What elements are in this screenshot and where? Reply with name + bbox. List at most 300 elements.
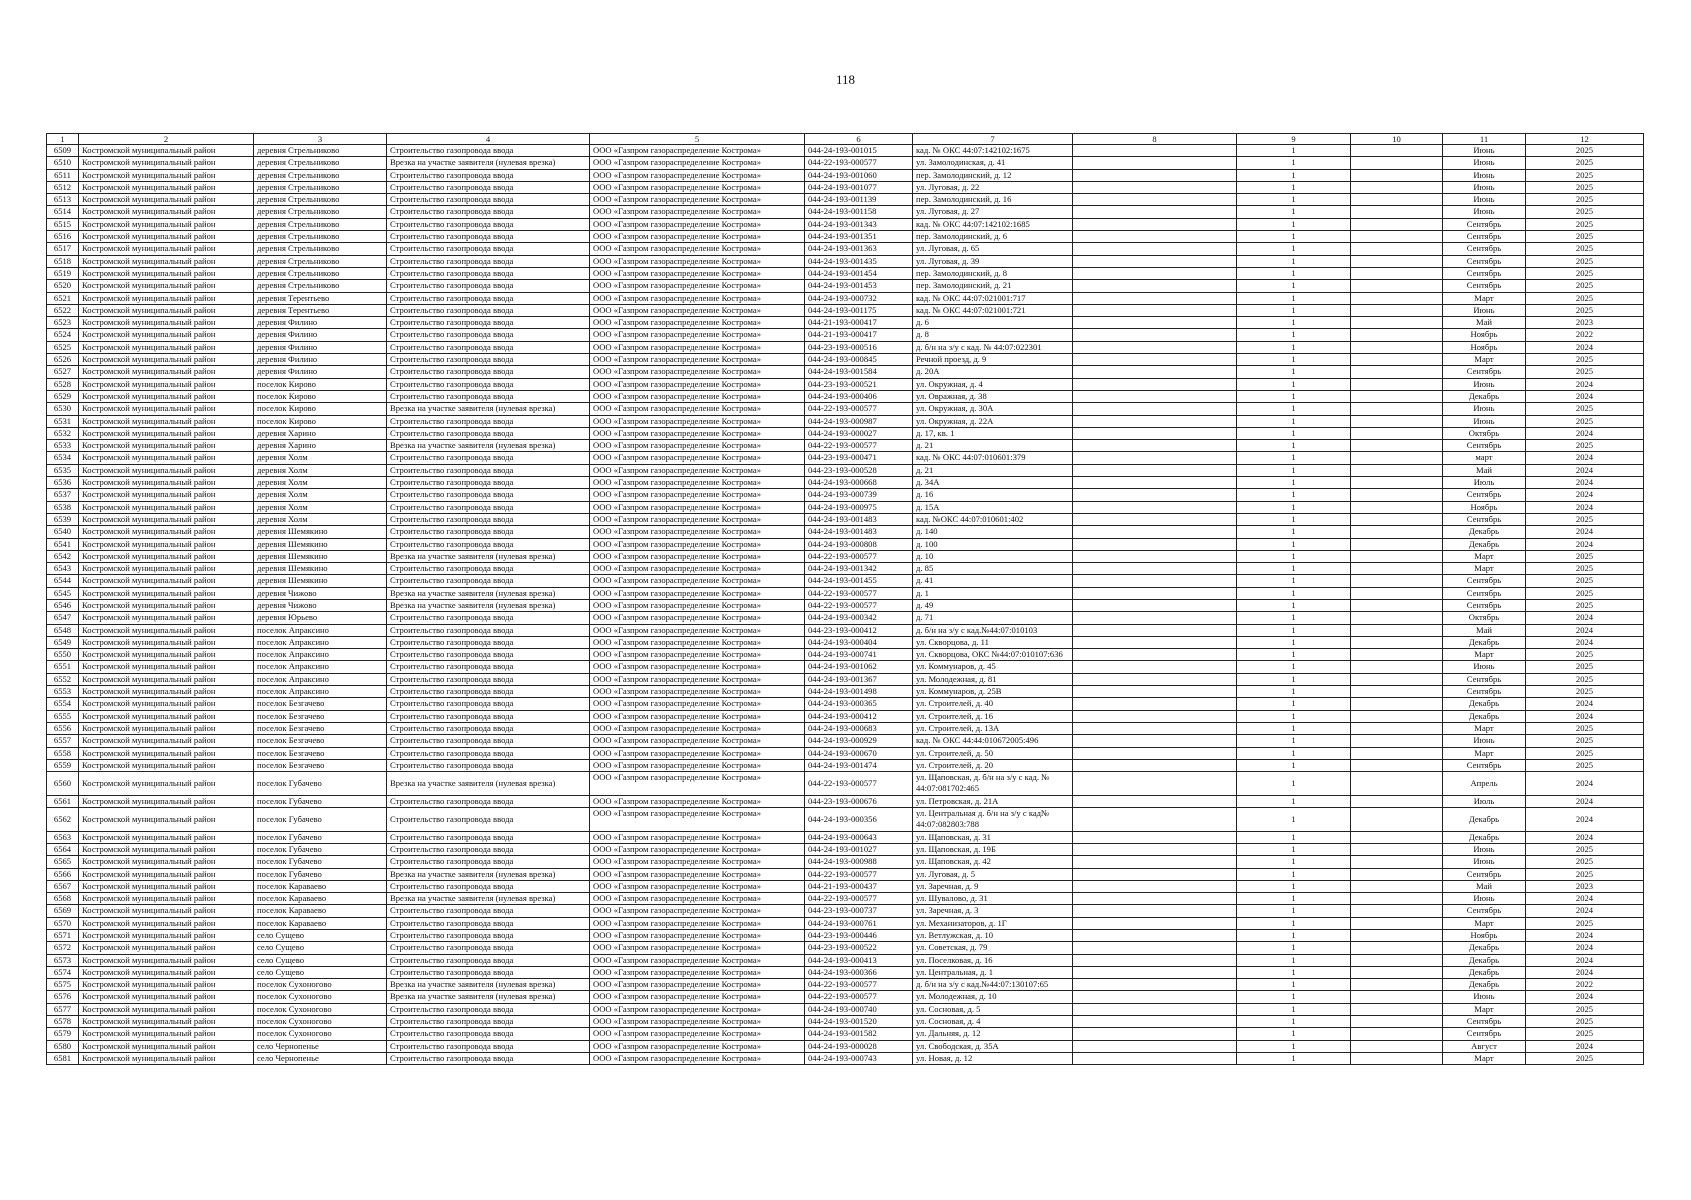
table-header: [47, 134, 1644, 145]
column-header-11: 11: [1443, 134, 1526, 145]
cell-row-number: 6537: [47, 489, 79, 501]
cell-work-type: Строительство газопровода ввода: [387, 378, 590, 390]
cell-col-8: [1073, 452, 1237, 464]
table-row: [47, 194, 1644, 206]
table-row: [47, 501, 1644, 513]
cell-contract-number: 044-24-193-001453: [805, 280, 913, 292]
table-row: [47, 808, 1644, 832]
cell-organization: ООО «Газпром газораспределение Кострома»: [590, 550, 805, 562]
table-row: [47, 686, 1644, 698]
cell-col-8: [1073, 550, 1237, 562]
cell-organization: ООО «Газпром газораспределение Кострома»: [590, 905, 805, 917]
table-row: [47, 477, 1644, 489]
cell-quantity: 1: [1237, 1040, 1351, 1052]
cell-year: 2025: [1526, 856, 1644, 868]
cell-year: 2025: [1526, 661, 1644, 673]
cell-year: 2025: [1526, 563, 1644, 575]
cell-col-8: [1073, 599, 1237, 611]
table-row: [47, 831, 1644, 843]
cell-col-10: [1351, 1016, 1443, 1028]
cell-organization: ООО «Газпром газораспределение Кострома»: [590, 218, 805, 230]
cell-col-8: [1073, 686, 1237, 698]
cell-row-number: 6531: [47, 415, 79, 427]
cell-row-number: 6540: [47, 526, 79, 538]
cell-address: д. б/н на з/у с кад. № 44:07:022301: [913, 341, 1073, 353]
cell-district: Костромской муниципальный район: [79, 747, 254, 759]
cell-work-type: Строительство газопровода ввода: [387, 169, 590, 181]
cell-month: Июнь: [1443, 157, 1526, 169]
cell-settlement: деревня Стрельниково: [254, 169, 387, 181]
cell-col-10: [1351, 673, 1443, 685]
cell-work-type: Врезка на участке заявителя (нулевая врезка): [387, 868, 590, 880]
cell-address: д. 16: [913, 489, 1073, 501]
cell-month: Март: [1443, 747, 1526, 759]
cell-district: Костромской муниципальный район: [79, 403, 254, 415]
cell-organization: ООО «Газпром газораспределение Кострома»: [590, 636, 805, 648]
cell-row-number: 6524: [47, 329, 79, 341]
cell-col-10: [1351, 624, 1443, 636]
cell-quantity: 1: [1237, 905, 1351, 917]
cell-row-number: 6578: [47, 1016, 79, 1028]
cell-col-10: [1351, 880, 1443, 892]
cell-contract-number: 044-24-193-000761: [805, 917, 913, 929]
table-body: [47, 145, 1644, 1065]
cell-month: Декабрь: [1443, 538, 1526, 550]
cell-contract-number: 044-24-193-000975: [805, 501, 913, 513]
cell-organization: ООО «Газпром газораспределение Кострома»: [590, 513, 805, 525]
cell-row-number: 6519: [47, 267, 79, 279]
cell-quantity: 1: [1237, 966, 1351, 978]
cell-month: Декабрь: [1443, 698, 1526, 710]
cell-year: 2025: [1526, 1016, 1644, 1028]
cell-month: Сентябрь: [1443, 231, 1526, 243]
cell-quantity: 1: [1237, 686, 1351, 698]
cell-col-8: [1073, 917, 1237, 929]
cell-year: 2025: [1526, 206, 1644, 218]
cell-work-type: Строительство газопровода ввода: [387, 231, 590, 243]
cell-col-8: [1073, 795, 1237, 807]
cell-row-number: 6522: [47, 304, 79, 316]
cell-work-type: Врезка на участке заявителя (нулевая врезка): [387, 599, 590, 611]
cell-contract-number: 044-23-193-000471: [805, 452, 913, 464]
cell-row-number: 6549: [47, 636, 79, 648]
cell-month: Июнь: [1443, 194, 1526, 206]
cell-contract-number: 044-24-193-000668: [805, 477, 913, 489]
cell-work-type: Врезка на участке заявителя (нулевая врезка): [387, 893, 590, 905]
cell-organization: ООО «Газпром газораспределение Кострома»: [590, 452, 805, 464]
cell-month: Сентябрь: [1443, 587, 1526, 599]
cell-district: Костромской муниципальный район: [79, 304, 254, 316]
cell-address: пер. Замолодинский, д. 21: [913, 280, 1073, 292]
cell-work-type: Строительство газопровода ввода: [387, 808, 590, 832]
cell-month: Июнь: [1443, 415, 1526, 427]
cell-quantity: 1: [1237, 612, 1351, 624]
cell-organization: ООО «Газпром газораспределение Кострома»: [590, 772, 805, 796]
cell-contract-number: 044-22-193-000577: [805, 157, 913, 169]
cell-row-number: 6564: [47, 843, 79, 855]
cell-year: 2024: [1526, 538, 1644, 550]
cell-year: 2024: [1526, 477, 1644, 489]
cell-month: Декабрь: [1443, 954, 1526, 966]
cell-district: Костромской муниципальный район: [79, 181, 254, 193]
cell-address: ул. Строителей, д. 50: [913, 747, 1073, 759]
cell-contract-number: 044-21-193-000437: [805, 880, 913, 892]
cell-row-number: 6571: [47, 930, 79, 942]
cell-col-8: [1073, 880, 1237, 892]
cell-address: ул. Окружная, д. 30А: [913, 403, 1073, 415]
cell-year: 2022: [1526, 979, 1644, 991]
cell-row-number: 6510: [47, 157, 79, 169]
cell-col-10: [1351, 513, 1443, 525]
cell-month: Сентябрь: [1443, 218, 1526, 230]
cell-year: 2025: [1526, 673, 1644, 685]
cell-district: Костромской муниципальный район: [79, 930, 254, 942]
table-row: [47, 415, 1644, 427]
cell-work-type: Строительство газопровода ввода: [387, 917, 590, 929]
cell-month: Сентябрь: [1443, 267, 1526, 279]
cell-organization: ООО «Газпром газораспределение Кострома»: [590, 501, 805, 513]
table-row: [47, 636, 1644, 648]
cell-year: 2024: [1526, 427, 1644, 439]
cell-row-number: 6526: [47, 354, 79, 366]
cell-col-10: [1351, 612, 1443, 624]
cell-col-10: [1351, 317, 1443, 329]
table-row: [47, 440, 1644, 452]
cell-col-10: [1351, 868, 1443, 880]
cell-organization: ООО «Газпром газораспределение Кострома»: [590, 267, 805, 279]
cell-month: Ноябрь: [1443, 341, 1526, 353]
cell-contract-number: 044-24-193-001139: [805, 194, 913, 206]
cell-col-10: [1351, 661, 1443, 673]
cell-district: Костромской муниципальный район: [79, 966, 254, 978]
cell-month: Декабрь: [1443, 390, 1526, 402]
cell-address: д. 8: [913, 329, 1073, 341]
cell-address: д. 20А: [913, 366, 1073, 378]
cell-settlement: поселок Безгачево: [254, 698, 387, 710]
cell-organization: ООО «Газпром газораспределение Кострома»: [590, 843, 805, 855]
cell-col-10: [1351, 563, 1443, 575]
table-row: [47, 673, 1644, 685]
cell-settlement: деревня Холм: [254, 501, 387, 513]
cell-year: 2025: [1526, 440, 1644, 452]
cell-year: 2024: [1526, 464, 1644, 476]
cell-work-type: Строительство газопровода ввода: [387, 880, 590, 892]
cell-district: Костромской муниципальный район: [79, 206, 254, 218]
cell-col-8: [1073, 403, 1237, 415]
cell-address: ул. Окружная, д. 22А: [913, 415, 1073, 427]
cell-year: 2025: [1526, 194, 1644, 206]
cell-district: Костромской муниципальный район: [79, 329, 254, 341]
cell-organization: ООО «Газпром газораспределение Кострома»: [590, 317, 805, 329]
cell-col-10: [1351, 795, 1443, 807]
cell-year: 2025: [1526, 599, 1644, 611]
cell-col-10: [1351, 194, 1443, 206]
cell-district: Костромской муниципальный район: [79, 759, 254, 771]
cell-col-8: [1073, 1052, 1237, 1064]
cell-work-type: Строительство газопровода ввода: [387, 966, 590, 978]
cell-work-type: Строительство газопровода ввода: [387, 831, 590, 843]
table-row: [47, 954, 1644, 966]
table-row: [47, 489, 1644, 501]
cell-year: 2025: [1526, 403, 1644, 415]
cell-quantity: 1: [1237, 243, 1351, 255]
cell-settlement: поселок Апраксино: [254, 636, 387, 648]
cell-district: Костромской муниципальный район: [79, 501, 254, 513]
cell-year: 2025: [1526, 255, 1644, 267]
cell-contract-number: 044-24-193-001454: [805, 267, 913, 279]
cell-col-8: [1073, 868, 1237, 880]
cell-contract-number: 044-24-193-001351: [805, 231, 913, 243]
cell-settlement: деревня Филино: [254, 329, 387, 341]
cell-contract-number: 044-21-193-000417: [805, 317, 913, 329]
cell-year: 2025: [1526, 304, 1644, 316]
column-header-5: 5: [590, 134, 805, 145]
cell-work-type: Строительство газопровода ввода: [387, 366, 590, 378]
cell-address: кад. № ОКС 44:07:142102:1675: [913, 145, 1073, 157]
table-row: [47, 843, 1644, 855]
cell-work-type: Врезка на участке заявителя (нулевая врезка): [387, 550, 590, 562]
cell-organization: ООО «Газпром газораспределение Кострома»: [590, 194, 805, 206]
cell-settlement: поселок Кирово: [254, 378, 387, 390]
cell-district: Костромской муниципальный район: [79, 587, 254, 599]
cell-address: ул. Строителей, д. 13А: [913, 722, 1073, 734]
cell-month: Август: [1443, 1040, 1526, 1052]
cell-organization: ООО «Газпром газораспределение Кострома»: [590, 991, 805, 1003]
cell-organization: ООО «Газпром газораспределение Кострома»: [590, 1028, 805, 1040]
cell-month: Июнь: [1443, 661, 1526, 673]
cell-quantity: 1: [1237, 979, 1351, 991]
cell-row-number: 6518: [47, 255, 79, 267]
cell-col-8: [1073, 341, 1237, 353]
cell-col-10: [1351, 917, 1443, 929]
cell-settlement: деревня Чижово: [254, 599, 387, 611]
cell-quantity: 1: [1237, 673, 1351, 685]
cell-row-number: 6509: [47, 145, 79, 157]
cell-year: 2025: [1526, 267, 1644, 279]
cell-district: Костромской муниципальный район: [79, 722, 254, 734]
table-row: [47, 304, 1644, 316]
cell-organization: ООО «Газпром газораспределение Кострома»: [590, 206, 805, 218]
cell-col-8: [1073, 501, 1237, 513]
cell-settlement: деревня Стрельниково: [254, 157, 387, 169]
cell-organization: ООО «Газпром газораспределение Кострома»: [590, 979, 805, 991]
cell-settlement: деревня Стрельниково: [254, 231, 387, 243]
cell-address: ул. Окружная, д. 4: [913, 378, 1073, 390]
cell-month: Июнь: [1443, 893, 1526, 905]
cell-col-10: [1351, 145, 1443, 157]
cell-col-8: [1073, 991, 1237, 1003]
cell-district: Костромской муниципальный район: [79, 427, 254, 439]
cell-col-8: [1073, 255, 1237, 267]
cell-row-number: 6542: [47, 550, 79, 562]
cell-organization: ООО «Газпром газораспределение Кострома»: [590, 624, 805, 636]
cell-settlement: деревня Стрельниково: [254, 218, 387, 230]
cell-row-number: 6562: [47, 808, 79, 832]
cell-district: Костромской муниципальный район: [79, 341, 254, 353]
cell-district: Костромской муниципальный район: [79, 636, 254, 648]
cell-district: Костромской муниципальный район: [79, 954, 254, 966]
cell-col-8: [1073, 735, 1237, 747]
column-header-10: 10: [1351, 134, 1443, 145]
cell-col-10: [1351, 905, 1443, 917]
table-row: [47, 966, 1644, 978]
cell-month: Июль: [1443, 477, 1526, 489]
cell-organization: ООО «Газпром газораспределение Кострома»: [590, 893, 805, 905]
cell-contract-number: 044-24-193-000356: [805, 808, 913, 832]
cell-district: Костромской муниципальный район: [79, 868, 254, 880]
cell-row-number: 6530: [47, 403, 79, 415]
cell-col-8: [1073, 856, 1237, 868]
cell-col-8: [1073, 292, 1237, 304]
cell-month: Июнь: [1443, 843, 1526, 855]
cell-contract-number: 044-24-193-001342: [805, 563, 913, 575]
cell-quantity: 1: [1237, 489, 1351, 501]
cell-work-type: Строительство газопровода ввода: [387, 735, 590, 747]
cell-organization: ООО «Газпром газораспределение Кострома»: [590, 157, 805, 169]
table-row: [47, 991, 1644, 1003]
page-number: 118: [835, 72, 856, 87]
cell-organization: ООО «Газпром газораспределение Кострома»: [590, 563, 805, 575]
cell-col-10: [1351, 255, 1443, 267]
table-row: [47, 464, 1644, 476]
cell-district: Костромской муниципальный район: [79, 415, 254, 427]
table-row: [47, 661, 1644, 673]
cell-contract-number: 044-23-193-000676: [805, 795, 913, 807]
cell-month: Март: [1443, 354, 1526, 366]
cell-settlement: деревня Чижово: [254, 587, 387, 599]
cell-month: Май: [1443, 880, 1526, 892]
cell-row-number: 6545: [47, 587, 79, 599]
cell-contract-number: 044-24-193-000743: [805, 1052, 913, 1064]
cell-row-number: 6556: [47, 722, 79, 734]
cell-col-8: [1073, 772, 1237, 796]
cell-year: 2023: [1526, 317, 1644, 329]
cell-row-number: 6513: [47, 194, 79, 206]
cell-quantity: 1: [1237, 856, 1351, 868]
cell-work-type: Строительство газопровода ввода: [387, 280, 590, 292]
cell-col-8: [1073, 427, 1237, 439]
cell-quantity: 1: [1237, 366, 1351, 378]
cell-col-10: [1351, 390, 1443, 402]
cell-year: 2025: [1526, 587, 1644, 599]
cell-month: Ноябрь: [1443, 329, 1526, 341]
cell-row-number: 6560: [47, 772, 79, 796]
cell-contract-number: 044-24-193-000413: [805, 954, 913, 966]
cell-work-type: Строительство газопровода ввода: [387, 1052, 590, 1064]
cell-year: 2025: [1526, 415, 1644, 427]
cell-district: Костромской муниципальный район: [79, 255, 254, 267]
cell-year: 2025: [1526, 575, 1644, 587]
cell-quantity: 1: [1237, 477, 1351, 489]
cell-district: Костромской муниципальный район: [79, 378, 254, 390]
cell-contract-number: 044-24-193-000988: [805, 856, 913, 868]
cell-district: Костромской муниципальный район: [79, 686, 254, 698]
cell-work-type: Строительство газопровода ввода: [387, 636, 590, 648]
cell-row-number: 6579: [47, 1028, 79, 1040]
cell-address: ул. Центральная, д. 1: [913, 966, 1073, 978]
cell-contract-number: 044-23-193-000446: [805, 930, 913, 942]
cell-col-10: [1351, 501, 1443, 513]
column-header-7: 7: [913, 134, 1073, 145]
table-row: [47, 317, 1644, 329]
cell-month: Июль: [1443, 795, 1526, 807]
cell-month: Июнь: [1443, 181, 1526, 193]
cell-organization: ООО «Газпром газораспределение Кострома»: [590, 440, 805, 452]
cell-organization: ООО «Газпром газораспределение Кострома»: [590, 464, 805, 476]
cell-address: ул. Замолодинская, д. 41: [913, 157, 1073, 169]
cell-work-type: Врезка на участке заявителя (нулевая врезка): [387, 403, 590, 415]
cell-col-8: [1073, 636, 1237, 648]
table-row: [47, 1028, 1644, 1040]
cell-settlement: деревня Стрельниково: [254, 267, 387, 279]
cell-address: д. 49: [913, 599, 1073, 611]
cell-settlement: деревня Терентьево: [254, 304, 387, 316]
cell-month: Сентябрь: [1443, 255, 1526, 267]
cell-contract-number: 044-24-193-001435: [805, 255, 913, 267]
cell-year: 2025: [1526, 917, 1644, 929]
cell-work-type: Врезка на участке заявителя (нулевая врезка): [387, 587, 590, 599]
cell-quantity: 1: [1237, 231, 1351, 243]
cell-col-10: [1351, 575, 1443, 587]
cell-month: Сентябрь: [1443, 440, 1526, 452]
table-row: [47, 169, 1644, 181]
cell-row-number: 6546: [47, 599, 79, 611]
table-row: [47, 575, 1644, 587]
cell-quantity: 1: [1237, 710, 1351, 722]
cell-organization: ООО «Газпром газораспределение Кострома»: [590, 1052, 805, 1064]
cell-address: ул. Овражная, д. 38: [913, 390, 1073, 402]
cell-work-type: Строительство газопровода ввода: [387, 292, 590, 304]
cell-year: 2025: [1526, 843, 1644, 855]
cell-col-8: [1073, 194, 1237, 206]
table-row: [47, 329, 1644, 341]
cell-contract-number: 044-24-193-000808: [805, 538, 913, 550]
cell-row-number: 6554: [47, 698, 79, 710]
cell-work-type: Врезка на участке заявителя (нулевая врезка): [387, 979, 590, 991]
cell-contract-number: 044-24-193-001343: [805, 218, 913, 230]
cell-year: 2025: [1526, 231, 1644, 243]
cell-contract-number: 044-24-193-000929: [805, 735, 913, 747]
cell-address: пер. Замолодинский, д. 16: [913, 194, 1073, 206]
cell-row-number: 6575: [47, 979, 79, 991]
cell-district: Костромской муниципальный район: [79, 1040, 254, 1052]
cell-organization: ООО «Газпром газораспределение Кострома»: [590, 304, 805, 316]
cell-col-10: [1351, 243, 1443, 255]
cell-address: кад. №ОКС 44:07:010601:402: [913, 513, 1073, 525]
cell-col-8: [1073, 1016, 1237, 1028]
cell-settlement: деревня Харино: [254, 427, 387, 439]
cell-col-8: [1073, 464, 1237, 476]
cell-organization: ООО «Газпром газораспределение Кострома»: [590, 747, 805, 759]
cell-col-8: [1073, 477, 1237, 489]
cell-month: Сентябрь: [1443, 489, 1526, 501]
cell-settlement: поселок Губачево: [254, 831, 387, 843]
cell-row-number: 6552: [47, 673, 79, 685]
cell-month: Октябрь: [1443, 612, 1526, 624]
cell-year: 2025: [1526, 649, 1644, 661]
cell-year: 2024: [1526, 905, 1644, 917]
table-row: [47, 255, 1644, 267]
cell-work-type: Строительство газопровода ввода: [387, 354, 590, 366]
cell-quantity: 1: [1237, 624, 1351, 636]
cell-address: ул. Молодежная, д. 81: [913, 673, 1073, 685]
cell-address: ул. Центральная д. б/н на з/у с кад№ 44:07:082803:788: [913, 808, 1073, 832]
cell-settlement: деревня Стрельниково: [254, 206, 387, 218]
cell-row-number: 6572: [47, 942, 79, 954]
cell-contract-number: 044-23-193-000522: [805, 942, 913, 954]
cell-month: Декабрь: [1443, 526, 1526, 538]
cell-district: Костромской муниципальный район: [79, 267, 254, 279]
